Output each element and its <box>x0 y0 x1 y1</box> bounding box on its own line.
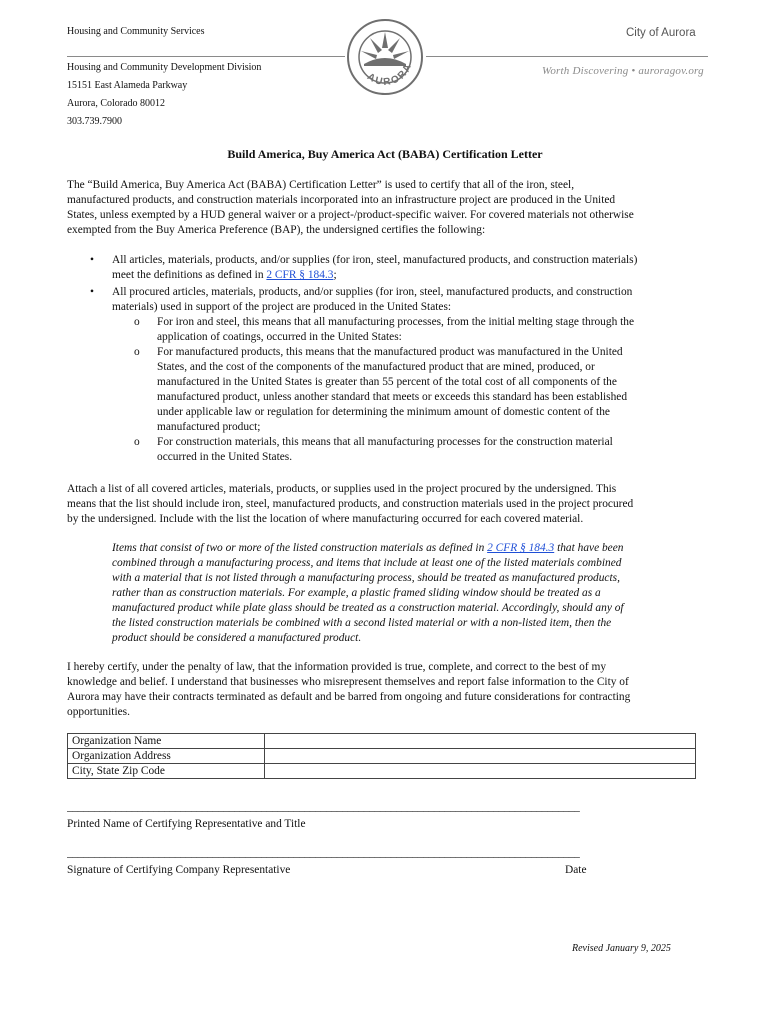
revised-date: Revised January 9, 2025 <box>572 943 671 954</box>
organization-address-label: Organization Address <box>68 749 265 764</box>
italic-line: with a material that is not listed through a manufacturing process, should be treated as manufactured products, <box>112 572 620 584</box>
printed-name-label: Printed Name of Certifying Representative and Title <box>67 818 306 830</box>
subbullet-line: application of coatings, occurred in the United States: <box>157 331 402 343</box>
document-title: Build America, Buy America Act (BABA) Certification Letter <box>227 147 543 161</box>
certify-line: opportunities. <box>67 706 130 718</box>
seal-text: AURORA <box>365 60 415 89</box>
subbullet-line: occurred in the United States. <box>157 451 293 463</box>
circle-bullet-icon: o <box>134 316 140 328</box>
signature-line[interactable]: _______________________________________________________________________________________________ <box>67 847 580 859</box>
city-seal-logo <box>346 18 424 96</box>
subbullet-line: manufactured product, unless another standard that meets or exceeds this standard has been established <box>157 391 628 403</box>
intro-line: exempted from the Buy America Preference (BAP), the undersigned certifies the following: <box>67 224 486 236</box>
certify-paragraph <box>67 660 707 720</box>
table-row <box>68 764 696 779</box>
header-divider-left <box>67 56 345 57</box>
subbullet-line: For construction materials, this means that all manufacturing processes for the construction material <box>157 436 613 448</box>
bullet-item-procured <box>90 285 710 315</box>
bullet-icon: • <box>90 254 94 266</box>
date-label: Date <box>565 864 587 876</box>
italic-text: that have been <box>554 542 624 554</box>
street-address: 15151 East Alameda Parkway <box>67 80 188 91</box>
bullet-line: All articles, materials, products, and/or supplies (for iron, steel, manufactured products, and construction materials) <box>112 254 638 266</box>
certify-line: Aurora may have their contracts terminated as default and be barred from ongoing and future considerations for contracting <box>67 691 631 703</box>
certify-line: knowledge and belief. I understand that businesses who misrepresent themselves and report false information to the City of <box>67 676 629 688</box>
organization-address-field[interactable] <box>265 749 696 764</box>
printed-name-line[interactable]: _______________________________________________________________________________________________ <box>67 801 580 813</box>
header-divider-right <box>426 56 708 57</box>
circle-bullet-icon: o <box>134 346 140 358</box>
italic-text: Items that consist of two or more of the listed construction materials as defined in <box>112 542 488 554</box>
department-name: Housing and Community Services <box>67 26 205 37</box>
bullet-line: All procured articles, materials, products, and/or supplies (for iron, steel, manufactured products, and construction <box>112 286 633 298</box>
subbullet-line: For manufactured products, this means that the manufactured product was manufactured in the United <box>157 346 623 358</box>
subbullet-line: under applicable law or regulation for determining the minimum amount of domestic content of the <box>157 406 610 418</box>
attach-line: by the undersigned. Include with the list the location of where manufacturing occurred for each covered material. <box>67 513 584 525</box>
attach-line: Attach a list of all covered articles, materials, products, or supplies used in the project procured by the undersigned. This <box>67 483 617 495</box>
tagline: Worth Discovering • auroragov.org <box>542 65 704 77</box>
certify-line: I hereby certify, under the penalty of law, that the information provided is true, complete, and correct to the best of my <box>67 661 607 673</box>
city-state-zip-label: City, State Zip Code <box>68 764 265 779</box>
bullet-item-definitions <box>90 253 710 283</box>
intro-line: The “Build America, Buy America Act (BABA) Certification Letter” is used to certify that all of the iron, steel, <box>67 179 575 191</box>
bullet-text: meet the definitions as defined in <box>112 269 267 281</box>
organization-name-label: Organization Name <box>68 734 265 749</box>
table-row <box>68 749 696 764</box>
subbullet-manufactured <box>134 345 694 435</box>
attach-paragraph <box>67 482 707 527</box>
subbullet-line: manufactured product; <box>157 421 261 433</box>
italic-note-paragraph <box>112 541 702 646</box>
division-name: Housing and Community Development Division <box>67 62 262 73</box>
phone-number: 303.739.7900 <box>67 116 122 127</box>
attach-line: means that the list should include iron, steel, manufactured products, and construction materials used in the project procured <box>67 498 634 510</box>
italic-line: rather than as construction materials. For example, a plastic framed sliding window should be treated as a <box>112 587 601 599</box>
subbullet-construction <box>134 435 694 465</box>
city-name-logo: City of Aurora <box>626 27 696 39</box>
bullet-icon: • <box>90 286 94 298</box>
cfr-link[interactable]: 2 CFR § 184.3 <box>266 269 334 281</box>
italic-line: manufactured product while plate glass should be treated as a construction material. Accordingly, should any of <box>112 602 624 614</box>
bullet-line: materials) used in support of the project are produced in the United States: <box>112 301 452 313</box>
table-row <box>68 734 696 749</box>
italic-line <box>112 541 702 556</box>
organization-name-field[interactable] <box>265 734 696 749</box>
subbullet-line: For iron and steel, this means that all manufacturing processes, from the initial melting stage through the <box>157 316 635 328</box>
intro-line: States, unless exempted by a HUD general waiver or a project-/product-specific waiver. For covered materials not otherwise <box>67 209 634 221</box>
subbullet-iron-steel <box>134 315 694 345</box>
subbullet-line: States, and the cost of the components of the manufactured product that are mined, produced, or <box>157 361 595 373</box>
bullet-text: ; <box>333 269 337 281</box>
city-state-zip: Aurora, Colorado 80012 <box>67 98 166 109</box>
circle-bullet-icon: o <box>134 436 140 448</box>
bullet-line <box>112 268 710 283</box>
intro-line: manufactured products, and construction materials incorporated into an infrastructure project are produced in the United <box>67 194 616 206</box>
city-state-zip-field[interactable] <box>265 764 696 779</box>
italic-line: combined through a manufacturing process, and items that include at least one of the listed materials combined <box>112 557 622 569</box>
signature-label: Signature of Certifying Company Representative <box>67 864 291 876</box>
organization-info-table <box>67 733 696 779</box>
italic-line: product should be considered a manufactured product. <box>112 632 362 644</box>
italic-line: the listed construction materials be combined with a second listed material or with a non-listed item, then the <box>112 617 612 629</box>
cfr-link[interactable]: 2 CFR § 184.3 <box>487 542 555 554</box>
subbullet-line: manufactured in the United States is greater than 55 percent of the total cost of all components of the <box>157 376 617 388</box>
intro-paragraph <box>67 178 699 238</box>
